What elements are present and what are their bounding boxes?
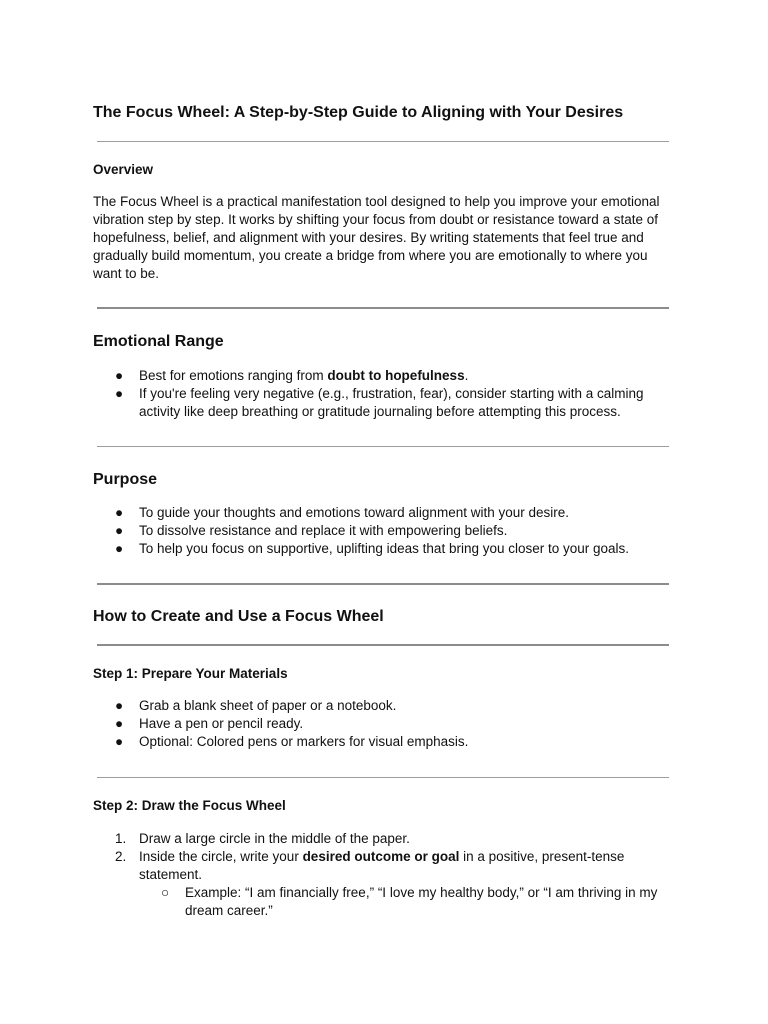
list-number: 2. — [115, 849, 127, 864]
divider — [97, 446, 669, 447]
bullet-icon: ● — [115, 734, 124, 749]
list-item: 1. Draw a large circle in the middle of the paper. — [115, 831, 410, 846]
list-item: ● To dissolve resistance and replace it with empowering beliefs. — [115, 523, 508, 538]
list-item: ● To guide your thoughts and emotions toward alignment with your desire. — [115, 505, 569, 520]
list-number: 1. — [115, 831, 127, 846]
bullet-icon: ● — [115, 505, 124, 520]
step1-heading: Step 1: Prepare Your Materials — [93, 666, 288, 681]
how-to-heading: How to Create and Use a Focus Wheel — [93, 608, 384, 625]
list-item: ● If you're feeling very negative (e.g., frustration, fear), consider starting with a calming activity like deep breathing or gratitude journaling before attempting this process. — [115, 386, 644, 419]
emotional-range-heading: Emotional Range — [93, 333, 224, 350]
list-item: ● Grab a blank sheet of paper or a notebook. — [115, 698, 397, 713]
step2-list — [93, 830, 683, 920]
bullet-icon: ● — [115, 541, 124, 556]
divider — [97, 644, 669, 646]
list-item: 2. Inside the circle, write your desired outcome or goal in a positive, present-tense statement. — [115, 849, 625, 882]
list-item: ● To help you focus on supportive, uplifting ideas that bring you closer to your goals. — [115, 541, 630, 556]
overview-heading: Overview — [93, 162, 154, 177]
divider — [97, 141, 669, 142]
purpose-heading: Purpose — [93, 471, 158, 488]
emotional-range-list — [93, 367, 683, 421]
step1-list — [93, 697, 683, 751]
bullet-icon: ● — [115, 716, 124, 731]
divider — [97, 777, 669, 778]
divider — [97, 307, 669, 309]
overview-paragraph: The Focus Wheel is a practical manifestation tool designed to help you improve your emotional vibration step by step. It works by shifting your focus from doubt or resistance toward a state of hopefulness, belief, and alignment with your desires. By writing statements that feel true and gradually build momentum, you create a bridge from where you are emotionally to where you want to be. — [93, 194, 660, 281]
sub-list-item: ○ Example: “I am financially free,” “I love my healthy body,” or “I am thriving in my dream career.” — [161, 885, 658, 918]
step2-heading: Step 2: Draw the Focus Wheel — [93, 798, 286, 813]
divider — [97, 583, 669, 585]
list-item: ● Have a pen or pencil ready. — [115, 716, 304, 731]
bullet-icon: ● — [115, 386, 124, 401]
hollow-bullet-icon: ○ — [161, 885, 170, 900]
purpose-list — [93, 504, 683, 558]
list-item: ● Optional: Colored pens or markers for visual emphasis. — [115, 734, 469, 749]
bullet-icon: ● — [115, 368, 124, 383]
document-title: The Focus Wheel: A Step-by-Step Guide to Aligning with Your Desires — [93, 104, 624, 121]
bullet-icon: ● — [115, 698, 124, 713]
bullet-icon: ● — [115, 523, 124, 538]
list-item: ● Best for emotions ranging from doubt to hopefulness. — [115, 368, 469, 383]
